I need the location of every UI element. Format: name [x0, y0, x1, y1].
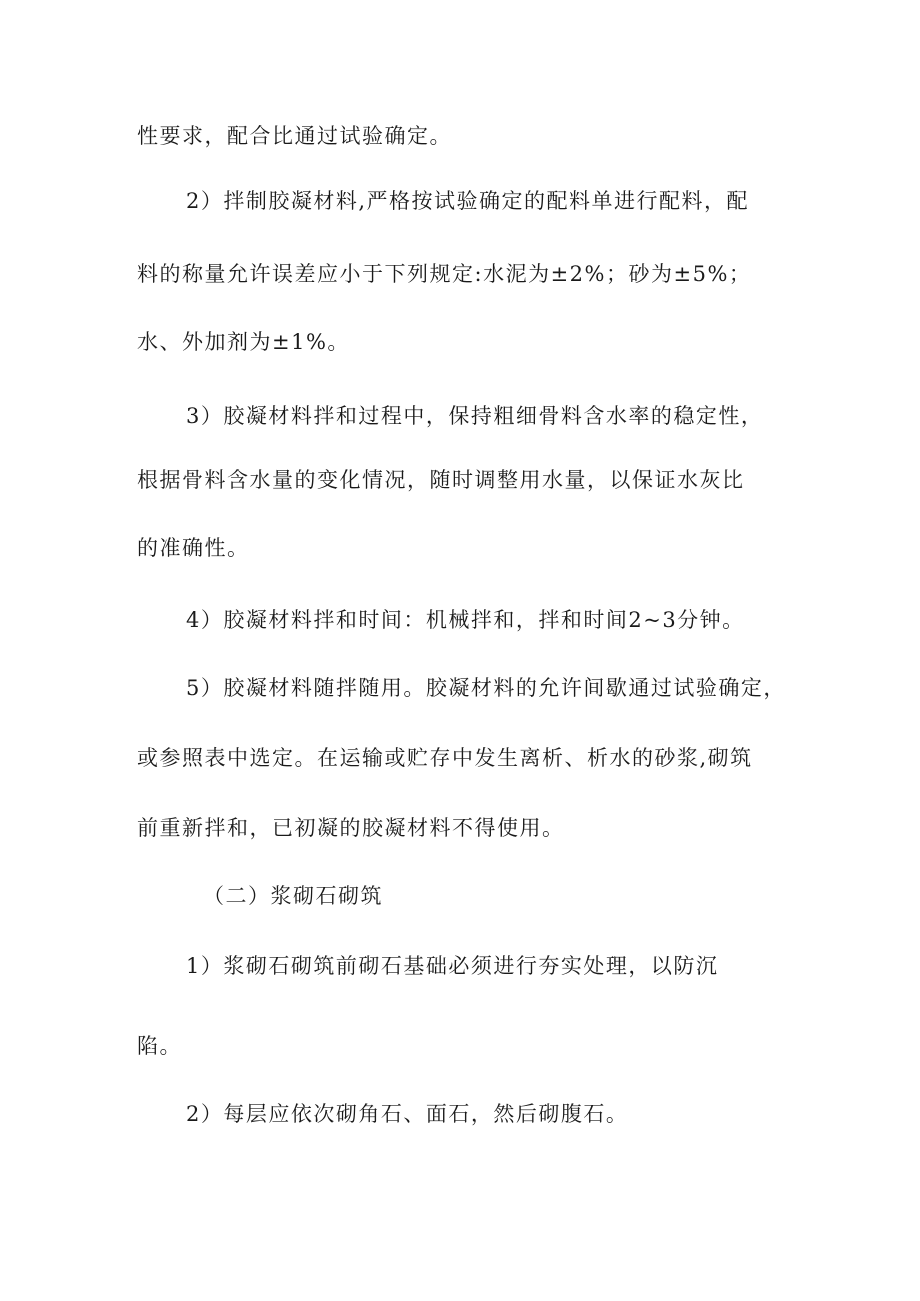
paragraph-line: 2）每层应依次砌角石、面石，然后砌腹石。: [186, 1102, 629, 1126]
paragraph-line: 1）浆砌石砌筑前砌石基础必须进行夯实处理，以防沉: [186, 954, 719, 978]
paragraph-line: 水、外加剂为±1%。: [137, 330, 350, 354]
paragraph-line: 5）胶凝材料随拌随用。胶凝材料的允许间歇通过试验确定，: [186, 676, 786, 700]
paragraph-line: 2）拌制胶凝材料,严格按试验确定的配料单进行配料，配: [186, 189, 750, 213]
section-heading: （二）浆砌石砌筑: [203, 884, 383, 908]
paragraph-line: 料的称量允许误差应小于下列规定:水泥为±2%；砂为±5%；: [137, 262, 752, 286]
paragraph-line: 的准确性。: [137, 536, 250, 560]
paragraph-line: 陷。: [137, 1034, 182, 1058]
paragraph-line: 根据骨料含水量的变化情况，随时调整用水量，以保证水灰比: [137, 468, 745, 492]
paragraph-line: 前重新拌和，已初凝的胶凝材料不得使用。: [137, 816, 565, 840]
paragraph-line: 性要求，配合比通过试验确定。: [137, 124, 452, 148]
paragraph-line: 3）胶凝材料拌和过程中，保持粗细骨料含水率的稳定性，: [186, 404, 764, 428]
paragraph-line: 或参照表中选定。在运输或贮存中发生离析、析水的砂浆,砌筑: [137, 746, 753, 770]
paragraph-line: 4）胶凝材料拌和时间：机械拌和，拌和时间2~3分钟。: [186, 608, 745, 632]
